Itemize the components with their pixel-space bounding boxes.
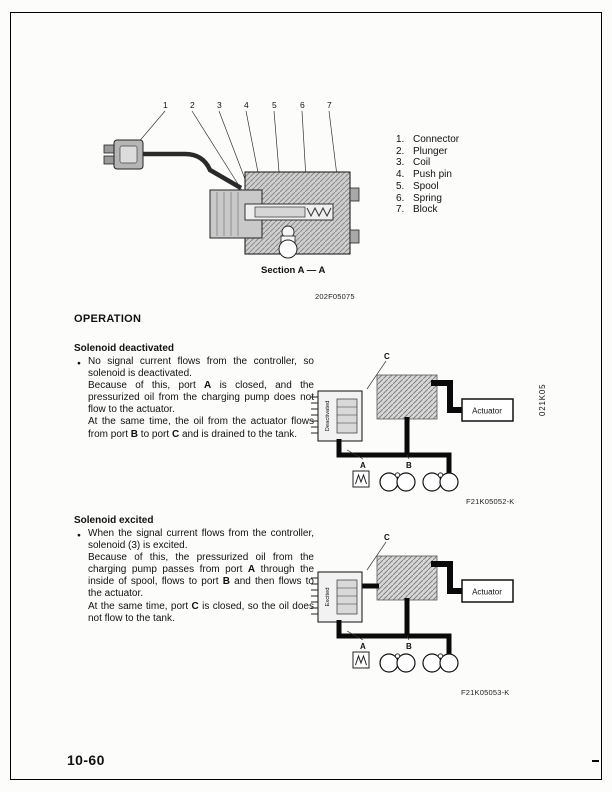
port-ref: C [191,600,199,612]
part-number: 1. [396,134,405,145]
parts-list-item [396,169,459,181]
operation-heading: OPERATION [74,313,142,325]
callout-5: 5 [272,100,277,110]
actuator-label: Actuator [472,587,502,597]
part-number: 3. [396,157,405,169]
part-number: 7. [396,204,405,216]
valve-state-label: Excited [325,587,331,607]
port-ref: A [204,380,212,392]
solenoid-section-diagram [95,92,395,307]
port-ref: A [247,564,256,576]
tank-symbol [353,471,369,487]
part-name: Plunger [413,145,448,157]
part-number: 5. [396,180,405,192]
bullet-icon: ● [77,360,81,367]
part-name: Block [413,204,438,216]
port-ref: C [171,428,180,440]
figure-code-deactivated: F21K05052-K [466,497,515,506]
deactivated-title: Solenoid deactivated [74,343,175,354]
callout-7: 7 [327,100,332,110]
gallery-block [377,375,437,419]
part-number: 2. [396,145,405,157]
port-ref: B [130,428,139,440]
tank-symbol [353,652,369,668]
paragraph: Because of this, the pressurized oil from the charging pump passes from port A through the inside of spool, flows to port B and then flows to the actuator. [88,552,315,600]
paragraph: When the signal current flows from the controller, solenoid (3) is excited. [88,528,314,552]
part-number: 4. [396,169,405,181]
solenoid-valve [311,391,362,441]
paragraph: Because of this, port A is closed, and the pressurized oil from the charging pump does not flow to the actuator. [88,380,314,416]
parts-list-item [396,193,459,205]
print-mark [592,760,599,762]
pump-symbols [380,654,458,672]
section-label: Section A — A [261,265,326,276]
bullet-icon: ● [77,532,81,539]
parts-list-item [396,146,459,158]
excited-title: Solenoid excited [74,515,154,526]
part-name: Spool [413,180,439,192]
pump-pipe [339,439,449,473]
figure-code-excited: F21K05053-K [461,688,510,697]
pump-pipe [339,620,449,654]
solenoid-valve [311,572,362,622]
figure-code-top: 202F05075 [315,292,355,301]
deactivated-text [74,356,314,441]
excited-text [74,528,314,625]
page-number: 10-60 [67,752,105,768]
part-number: 6. [396,192,405,204]
parts-list-item [396,204,459,216]
circuit-diagram-excited [303,530,521,690]
part-name: Connector [413,134,460,145]
port-ref: B [222,576,230,588]
part-name: Spring [413,192,442,204]
part-name: Coil [413,157,431,169]
paragraph: At the same time, port C is closed, so the oil does not flow to the tank. [88,600,314,624]
parts-list-item [396,134,459,146]
parts-list [396,134,459,216]
port-b-label: B [406,461,412,470]
port-c-label: C [384,533,390,542]
parts-list-item [396,157,459,169]
gallery-block [377,556,437,600]
parts-list-item [396,181,459,193]
callout-1: 1 [163,100,168,110]
callout-4: 4 [244,100,249,110]
port-c-label: C [384,352,390,361]
paragraph: No signal current flows from the controller, so solenoid is deactivated. [88,356,314,380]
pump-symbols [380,473,458,491]
wire [143,154,241,188]
port-a-label: A [360,642,366,651]
port-a-label: A [360,461,366,470]
circuit-diagram-deactivated [303,349,521,509]
check-ball [279,240,297,258]
callout-3: 3 [217,100,222,110]
spool [255,207,305,217]
callout-6: 6 [300,100,305,110]
actuator-label: Actuator [472,406,502,416]
callout-2: 2 [190,100,195,110]
connector [104,140,143,169]
paragraph: At the same time, the oil from the actuator flows from port B to port C and is drained to the tank. [88,416,314,440]
part-name: Push pin [413,169,452,181]
port-b-label: B [406,642,412,651]
valve-state-label: Deactivated [325,400,331,432]
edge-code: 021K05 [538,383,547,416]
